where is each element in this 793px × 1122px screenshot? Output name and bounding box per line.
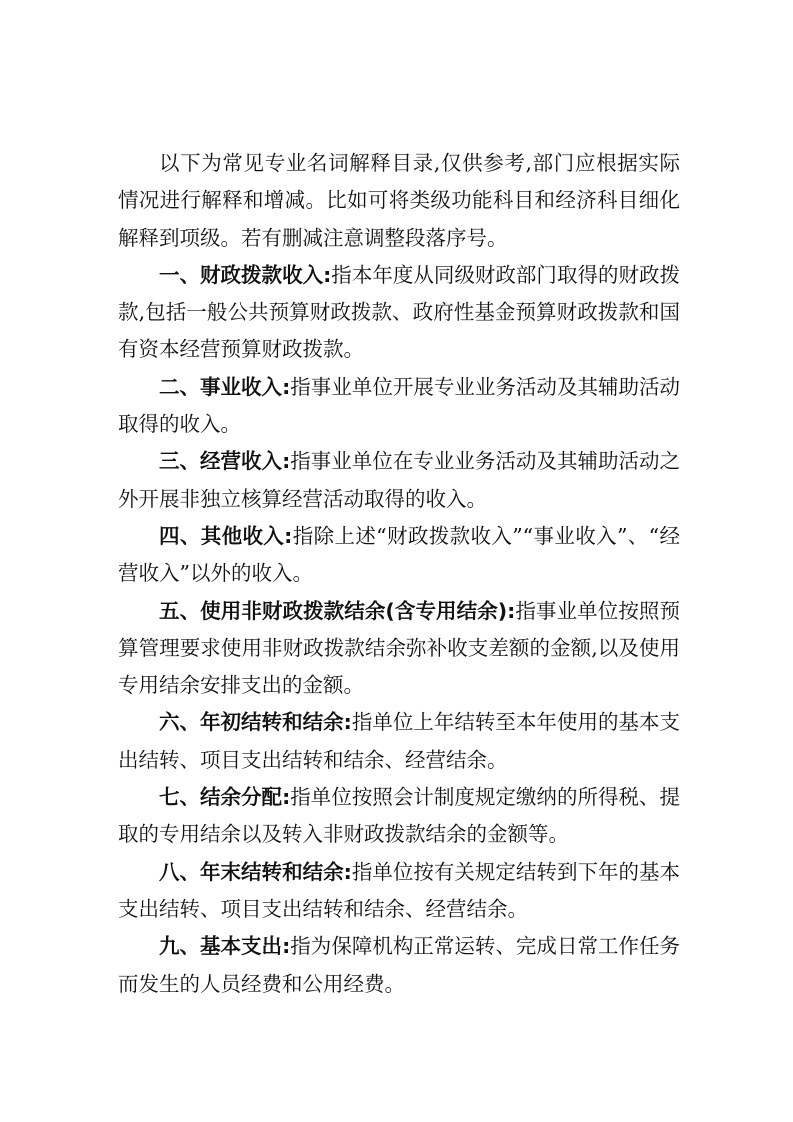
definition-paragraph-5 [118, 593, 680, 705]
document-body [118, 145, 680, 1003]
definition-text: 指事业单位按照预算管理要求使用非财政拨款结余弥补收支差额的金额,以及使用专用结余安排支出的金额。 [118, 598, 681, 698]
definition-text: 指为保障机构正常运转、完成日常工作任务而发生的人员经费和公用经费。 [118, 934, 681, 996]
definition-text: 指单位按照会计制度规定缴纳的所得税、提取的专用结余以及转入非财政拨款结余的金额等。 [118, 785, 681, 847]
definition-paragraph-4 [118, 518, 680, 593]
term-label: 二、事业收入: [159, 374, 291, 399]
definition-paragraph-7 [118, 779, 680, 854]
definition-paragraph-8 [118, 854, 680, 929]
definition-text: 指事业单位开展专业业务活动及其辅助活动取得的收入。 [118, 374, 681, 437]
definition-text: 指本年度从同级财政部门取得的财政拨款,包括一般公共预算财政拨款、政府性基金预算财政拨款和国有资本经营预算财政拨款。 [118, 262, 680, 362]
definition-paragraph-2 [118, 369, 680, 444]
term-label: 九、基本支出: [159, 934, 291, 959]
definition-paragraph-9 [118, 928, 680, 1003]
definition-paragraph-3 [118, 443, 680, 518]
term-label: 五、使用非财政拨款结余(含专用结余): [159, 598, 516, 623]
term-label: 六、年初结转和结余: [159, 710, 352, 735]
definition-text: 指单位上年结转至本年使用的基本支出结转、项目支出结转和结余、经营结余。 [118, 710, 681, 772]
definition-text: 指事业单位在专业业务活动及其辅助活动之外开展非独立核算经营活动取得的收入。 [118, 449, 681, 511]
definition-paragraph-6 [118, 704, 680, 779]
intro-paragraph: 以下为常见专业名词解释目录,仅供参考,部门应根据实际情况进行解释和增减。比如可将类级功能科目和经济科目细化解释到项级。若有删减注意调整段落序号。 [118, 151, 680, 250]
definition-text: 指除上述“财政拨款收入”“事业收入”、“经营收入”以外的收入。 [118, 523, 680, 586]
term-label: 八、年末结转和结余: [159, 859, 352, 884]
term-label: 四、其他收入: [159, 523, 293, 548]
definition-paragraph-1 [118, 257, 680, 369]
definition-text: 指单位按有关规定结转到下年的基本支出结转、项目支出结转和结余、经营结余。 [118, 859, 681, 921]
term-label: 一、财政拨款收入: [159, 262, 332, 287]
term-label: 三、经营收入: [159, 449, 291, 474]
term-label: 七、结余分配: [159, 785, 291, 810]
